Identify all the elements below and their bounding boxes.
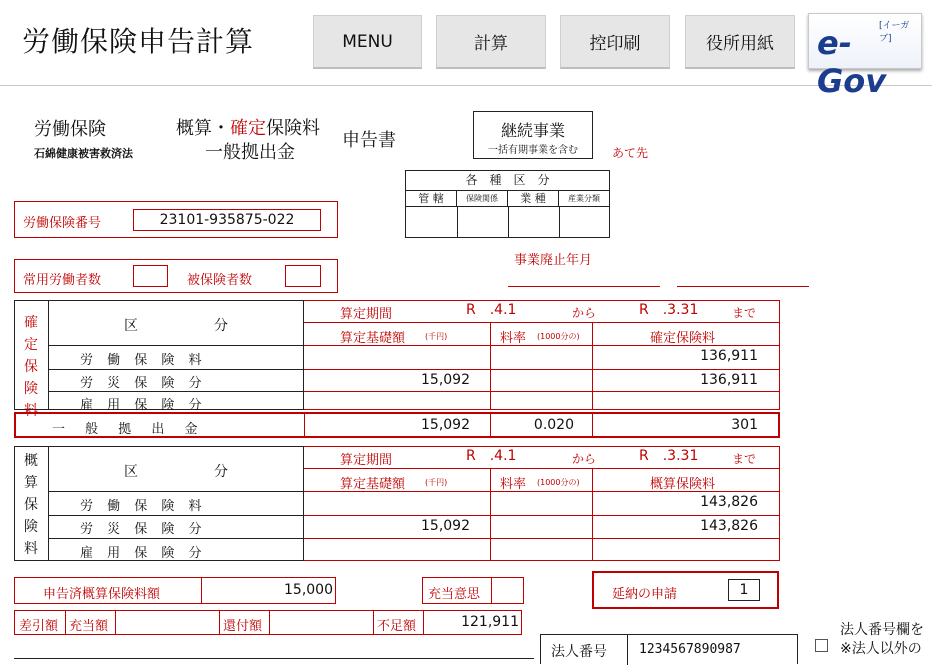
hokenryo-text: 保険料: [266, 118, 320, 139]
joyo-label: 常用労働者数: [23, 273, 102, 288]
kubun-label: 区: [124, 464, 138, 480]
row-label: 労 働 保 険 料: [80, 499, 202, 514]
shinkokusho-title: 申告書: [342, 130, 396, 151]
sen-en-label: (千円): [425, 478, 448, 487]
juto-ishi-label: 充当意思: [428, 587, 481, 602]
ippan-base[interactable]: 15,092: [421, 417, 470, 433]
sangyo-label: 産業分類: [559, 191, 609, 207]
egov-logo: e-Gov: [817, 24, 887, 100]
gaisan-table: [14, 446, 780, 561]
made-label: まで: [732, 452, 757, 466]
atesaki-label: あて先: [612, 146, 649, 160]
v-char: 保: [24, 497, 38, 513]
row-label: 雇 用 保 険 分: [80, 398, 202, 413]
period-label: 算定期間: [340, 307, 393, 322]
kanpu-label: 還付額: [223, 619, 263, 634]
row-label: 労 働 保 険 料: [80, 353, 202, 368]
top-toolbar: [0, 0, 932, 100]
row-label: 雇 用 保 険 分: [80, 546, 202, 561]
egov-logo-button[interactable]: [808, 13, 922, 100]
office-form-button[interactable]: 役所用紙: [685, 15, 795, 69]
form-title-hokenryo: [176, 114, 320, 140]
rodo-hoken-title: 労働保険: [34, 119, 106, 140]
kara-label: から: [572, 306, 597, 320]
base-label: 算定基礎額: [340, 477, 406, 492]
gyoshu-label: 業 種: [508, 191, 559, 207]
v-char: 算: [24, 475, 38, 491]
row-base[interactable]: 15,092: [421, 372, 470, 388]
haishi-label: 事業廃止年月: [514, 253, 593, 268]
kankatsu-label: 管 轄: [406, 191, 457, 207]
fusoku-field[interactable]: 121,911: [461, 614, 519, 630]
sekimen-label: 石綿健康被害救済法: [34, 147, 133, 160]
hojin-label: 法人番号: [551, 644, 607, 660]
period-to[interactable]: R .3.31: [639, 448, 699, 464]
shinkokuzumi-label: 申告済概算保険料額: [43, 587, 161, 602]
hoken-bango-label: 労働保険番号: [23, 216, 102, 231]
ikkatsu-label: 一括有期事業を含む: [488, 145, 578, 156]
kubun-label: 区: [124, 318, 138, 334]
app-title: 労働保険申告計算: [22, 25, 255, 58]
kakutei-text: 確定: [230, 118, 266, 139]
hojin-bango-field[interactable]: 1234567890987: [639, 642, 741, 657]
egov-kana: [イーガブ]: [879, 21, 910, 44]
hojin-bango-group: [540, 634, 798, 664]
juto-label: 充当額: [69, 619, 109, 634]
ippan-rate[interactable]: 0.020: [533, 417, 574, 433]
joyo-field[interactable]: [133, 265, 168, 287]
hihoken-field[interactable]: [285, 265, 321, 287]
period-label: 算定期間: [340, 453, 393, 468]
side-note-2: ※法人以外の: [840, 641, 922, 657]
hihoken-label: 被保険者数: [187, 273, 253, 288]
ippan-row-label: 一 般 拠 出 金: [52, 422, 198, 437]
amount-label: 確定保険料: [650, 331, 716, 346]
ennou-field[interactable]: 1: [728, 579, 760, 601]
ippan-amount[interactable]: 301: [731, 417, 758, 433]
keizoku-jigyo-box: [473, 111, 593, 159]
per-mille-label: (1000分の): [537, 332, 580, 341]
hoken-bango-group: [14, 201, 338, 238]
gaisan-vertical-label: [22, 450, 40, 560]
hoken-kankei-label: 保険関係: [457, 191, 508, 207]
rate-label: 料率: [500, 477, 527, 492]
ennou-label: 延納の申請: [612, 587, 678, 602]
haishi-line-1: [508, 286, 660, 287]
print-copy-button[interactable]: 控印刷: [560, 15, 670, 69]
keizoku-label: 継続事業: [500, 121, 565, 140]
ennou-group: [592, 571, 779, 609]
row-amount[interactable]: 136,911: [700, 348, 758, 364]
kara-label: から: [572, 452, 597, 466]
row-amount[interactable]: 143,826: [700, 494, 758, 510]
amount-label: 概算保険料: [650, 477, 716, 492]
ippan-title: 一般拠出金: [205, 142, 295, 163]
v-char: 概: [24, 453, 38, 469]
hojin-checkbox[interactable]: [815, 639, 828, 652]
calculate-button[interactable]: 計算: [436, 15, 546, 69]
fusoku-label: 不足額: [377, 619, 417, 634]
row-amount[interactable]: 143,826: [700, 518, 758, 534]
rate-label: 料率: [500, 331, 527, 346]
v-char: 険: [24, 519, 38, 535]
row-label: 労 災 保 険 分: [80, 376, 202, 391]
haishi-line-2: [677, 286, 809, 287]
kakutei-table: [14, 300, 780, 438]
v-char: 定: [24, 337, 38, 353]
v-char: 確: [24, 315, 38, 331]
shinkokuzumi-field[interactable]: 15,000: [284, 582, 333, 598]
sashihiki-label: 差引額: [19, 619, 59, 634]
per-mille-label: (1000分の): [537, 478, 580, 487]
kakushu-kubun-box: [405, 170, 610, 238]
row-label: 労 災 保 険 分: [80, 522, 202, 537]
sen-en-label: (千円): [425, 332, 448, 341]
kakushu-title: 各 種 区 分: [406, 171, 609, 191]
row-amount[interactable]: 136,911: [700, 372, 758, 388]
shinkokuzumi-group: [14, 577, 336, 604]
bottom-grid-edge: [14, 658, 534, 664]
v-char: 料: [24, 403, 38, 419]
v-char: 険: [24, 381, 38, 397]
juto-ishi-group: [422, 577, 524, 604]
period-from[interactable]: R .4.1: [466, 448, 517, 464]
hoken-bango-field[interactable]: 23101-935875-022: [133, 209, 321, 231]
made-label: まで: [732, 306, 757, 320]
base-label: 算定基礎額: [340, 331, 406, 346]
bun-label: 分: [214, 318, 228, 334]
side-note-1: 法人番号欄を: [840, 622, 924, 638]
gaisan-text: 概算・: [176, 118, 230, 139]
worker-count-group: [14, 259, 338, 293]
sashihiki-row: [14, 610, 522, 635]
v-char: 保: [24, 359, 38, 375]
bun-label: 分: [214, 464, 228, 480]
period-from[interactable]: R .4.1: [466, 302, 517, 318]
menu-button[interactable]: MENU: [313, 15, 422, 69]
v-char: 料: [24, 541, 38, 557]
row-base[interactable]: 15,092: [421, 518, 470, 534]
kakutei-vertical-label: [22, 312, 40, 422]
period-to[interactable]: R .3.31: [639, 302, 699, 318]
ippan-row: [14, 412, 780, 438]
